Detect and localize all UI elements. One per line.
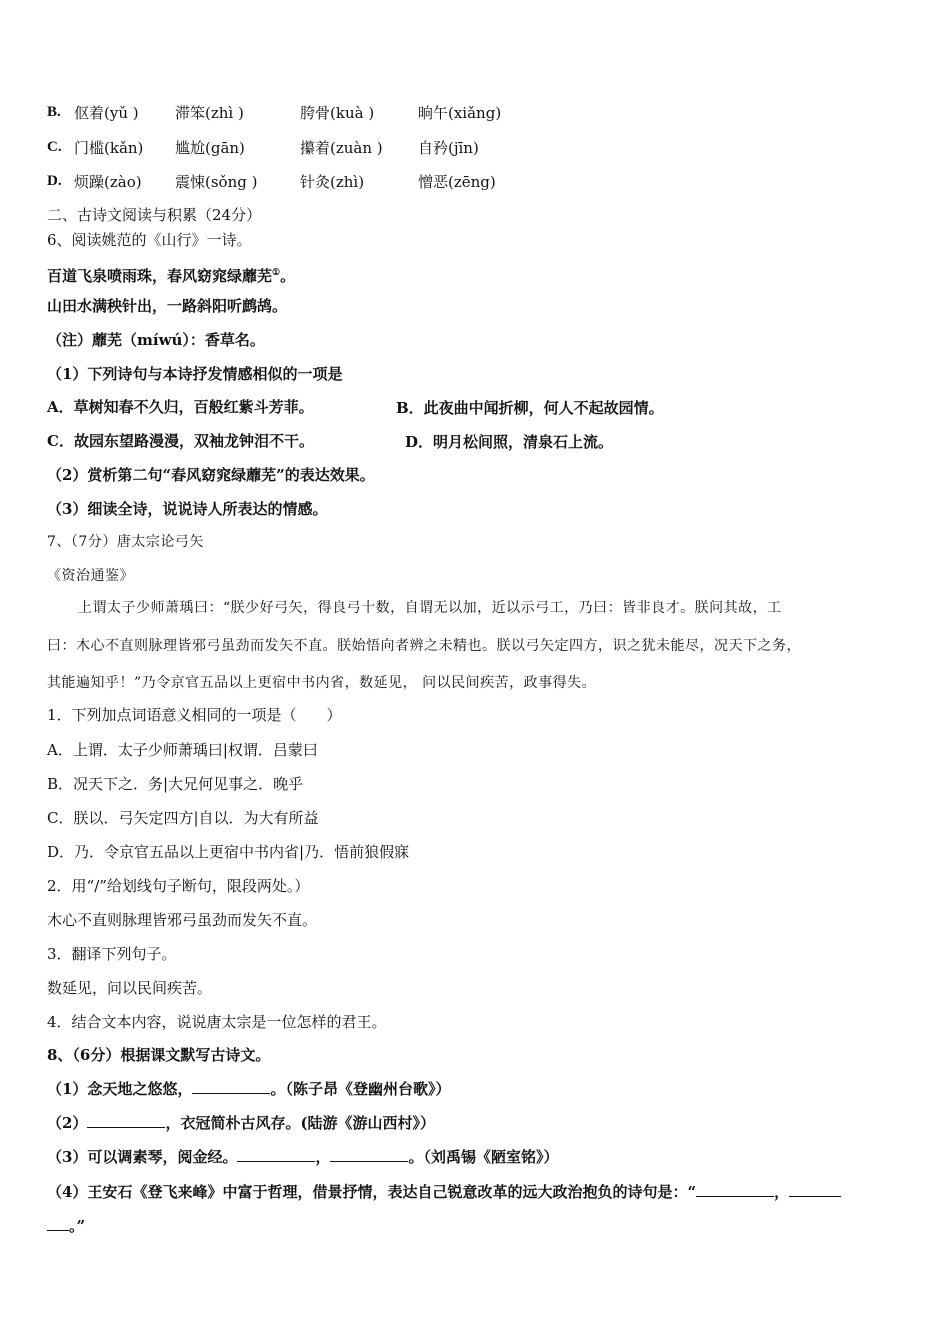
section-title: 二、古诗文阅读与积累（24分） xyxy=(47,206,262,224)
fill-blank[interactable] xyxy=(696,1182,774,1197)
q7-sub1-option-b: B．况天下之．务|大兄何见事之．晚乎 xyxy=(47,775,304,793)
option-label: C. xyxy=(47,139,62,155)
q5-d-item-4: 憎恶(zēng) xyxy=(418,173,496,191)
q5-d-item-3: 针灸(zhì) xyxy=(300,173,365,191)
fill-blank[interactable] xyxy=(87,1113,165,1128)
q6-option-b: B．此夜曲中闻折柳，何人不起故园情。 xyxy=(396,399,664,417)
q8-line-4-sep: ， xyxy=(774,1183,790,1201)
q7-sub2-text: 木心不直则脉理皆邪弓虽劲而发矢不直。 xyxy=(47,911,318,929)
q8-line-3-prefix: （3）可以调素琴，阅金经。 xyxy=(47,1148,238,1166)
q8-line-1-suffix: 。（陈子昂《登幽州台歌》） xyxy=(270,1080,451,1098)
q5-b-item-1: 伛着(yǔ ) xyxy=(74,104,139,122)
q5-option-row-c xyxy=(47,137,62,156)
q7-sub1-option-d: D．乃．令京官五品以上更宿中书内省|乃．悟前狼假寐 xyxy=(47,843,410,861)
q5-c-item-2: 尴尬(gān) xyxy=(175,139,245,157)
q5-d-item-1: 烦躁(zào) xyxy=(74,173,142,191)
q5-c-item-1: 门槛(kǎn) xyxy=(74,139,144,157)
poem-line-1-end: 。 xyxy=(280,267,296,285)
q5-c-item-4: 自矜(jīn) xyxy=(418,139,479,157)
poem-line-2: 山田水满秧针出，一路斜阳听鹧鸪。 xyxy=(47,297,288,315)
q7-passage-line-3: 其能遍知乎！”乃令京官五品以上更宿中书内省，数延见， 问以民间疾苦，政事得失。 xyxy=(47,675,597,691)
q7-sub2: 2．用“/”给划线句子断句，限段两处。） xyxy=(47,877,310,895)
q8-line-2-prefix: （2） xyxy=(47,1114,88,1132)
q5-option-row-d xyxy=(47,171,62,190)
poem-line-1 xyxy=(47,263,295,286)
q6-title: 6、阅读姚范的《山行》一诗。 xyxy=(47,231,252,249)
q5-b-item-4: 晌午(xiǎng) xyxy=(418,104,502,122)
q7-passage-line-1: 上谓太子少师萧瑀曰：“朕少好弓矢，得良弓十数，自谓无以加，近以示弓工，乃曰：皆非良才。朕问其故，工 xyxy=(78,600,782,616)
fill-blank[interactable] xyxy=(47,1216,69,1231)
q5-b-item-3: 胯骨(kuà ) xyxy=(300,104,375,122)
q5-d-item-2: 震悚(sǒng ) xyxy=(175,173,258,191)
q6-option-d: D．明月松间照，清泉石上流。 xyxy=(405,433,614,451)
q8-line-4-prefix: （4）王安石《登飞来峰》中富于哲理，借景抒情，表达自己锐意改革的远大政治抱负的诗句是：“ xyxy=(47,1183,697,1201)
q5-option-row-b xyxy=(47,102,61,121)
q6-sub1: （1）下列诗句与本诗抒发情感相似的一项是 xyxy=(47,365,343,383)
q5-c-item-3: 攥着(zuàn ) xyxy=(300,139,383,157)
q7-sub3: 3．翻译下列句子。 xyxy=(47,945,177,963)
q8-line-4 xyxy=(47,1182,841,1202)
option-label: B. xyxy=(47,104,61,120)
q8-line-4-continued xyxy=(47,1216,85,1236)
q7-sub4: 4．结合文本内容，说说唐太宗是一位怎样的君王。 xyxy=(47,1013,387,1031)
q6-sub3: （3）细读全诗，说说诗人所表达的情感。 xyxy=(47,500,328,518)
fill-blank[interactable] xyxy=(330,1147,408,1162)
q7-sub3-text: 数延见，问以民间疾苦。 xyxy=(47,979,213,997)
q8-line-3-suffix: 。（刘禹锡《陋室铭》） xyxy=(408,1148,559,1166)
q8-title: 8、（6分）根据课文默写古诗文。 xyxy=(47,1046,271,1064)
fill-blank[interactable] xyxy=(789,1182,841,1197)
q8-line-3 xyxy=(47,1147,558,1167)
q7-sub1-option-a: A．上谓．太子少师萧瑀曰|权谓．吕蒙曰 xyxy=(47,741,318,759)
q8-line-4-suffix: 。” xyxy=(69,1217,86,1235)
q7-sub1: 1．下列加点词语意义相同的一项是（ ） xyxy=(47,706,342,724)
q6-option-c: C．故园东望路漫漫，双袖龙钟泪不干。 xyxy=(47,432,314,450)
q8-line-2-suffix: ，衣冠简朴古风存。(陆游《游山西村》） xyxy=(165,1114,436,1132)
q8-line-3-sep: ， xyxy=(315,1148,331,1166)
q6-sub2: （2）赏析第二句“春风窈窕绿蘼芜”的表达效果。 xyxy=(47,466,375,484)
q6-option-a: A．草树知春不久归，百般红紫斗芳菲。 xyxy=(47,398,314,416)
q7-source: 《资治通鉴》 xyxy=(47,568,134,584)
fill-blank[interactable] xyxy=(237,1147,315,1162)
q7-sub1-option-c: C．朕以．弓矢定四方|自以．为大有所益 xyxy=(47,809,319,827)
footnote-mark: ① xyxy=(272,268,281,278)
poem-line-1-text: 百道飞泉喷雨珠，春风窈窕绿蘼芜 xyxy=(47,267,273,285)
poem-note: （注）蘼芜（míwú）：香草名。 xyxy=(47,331,265,349)
q7-passage-line-2: 曰：木心不直则脉理皆邪弓虽劲而发矢不直。朕始悟向者辨之未精也。朕以弓矢定四方，识之犹未能尽，况天下之务， xyxy=(47,638,801,654)
q8-line-1 xyxy=(47,1079,450,1099)
q7-title: 7、（7分）唐太宗论弓矢 xyxy=(47,534,204,550)
q8-line-1-prefix: （1）念天地之悠悠， xyxy=(47,1080,193,1098)
option-label: D. xyxy=(47,173,62,189)
q5-b-item-2: 滞笨(zhì ) xyxy=(175,104,244,122)
q8-line-2 xyxy=(47,1113,435,1133)
fill-blank[interactable] xyxy=(192,1079,270,1094)
